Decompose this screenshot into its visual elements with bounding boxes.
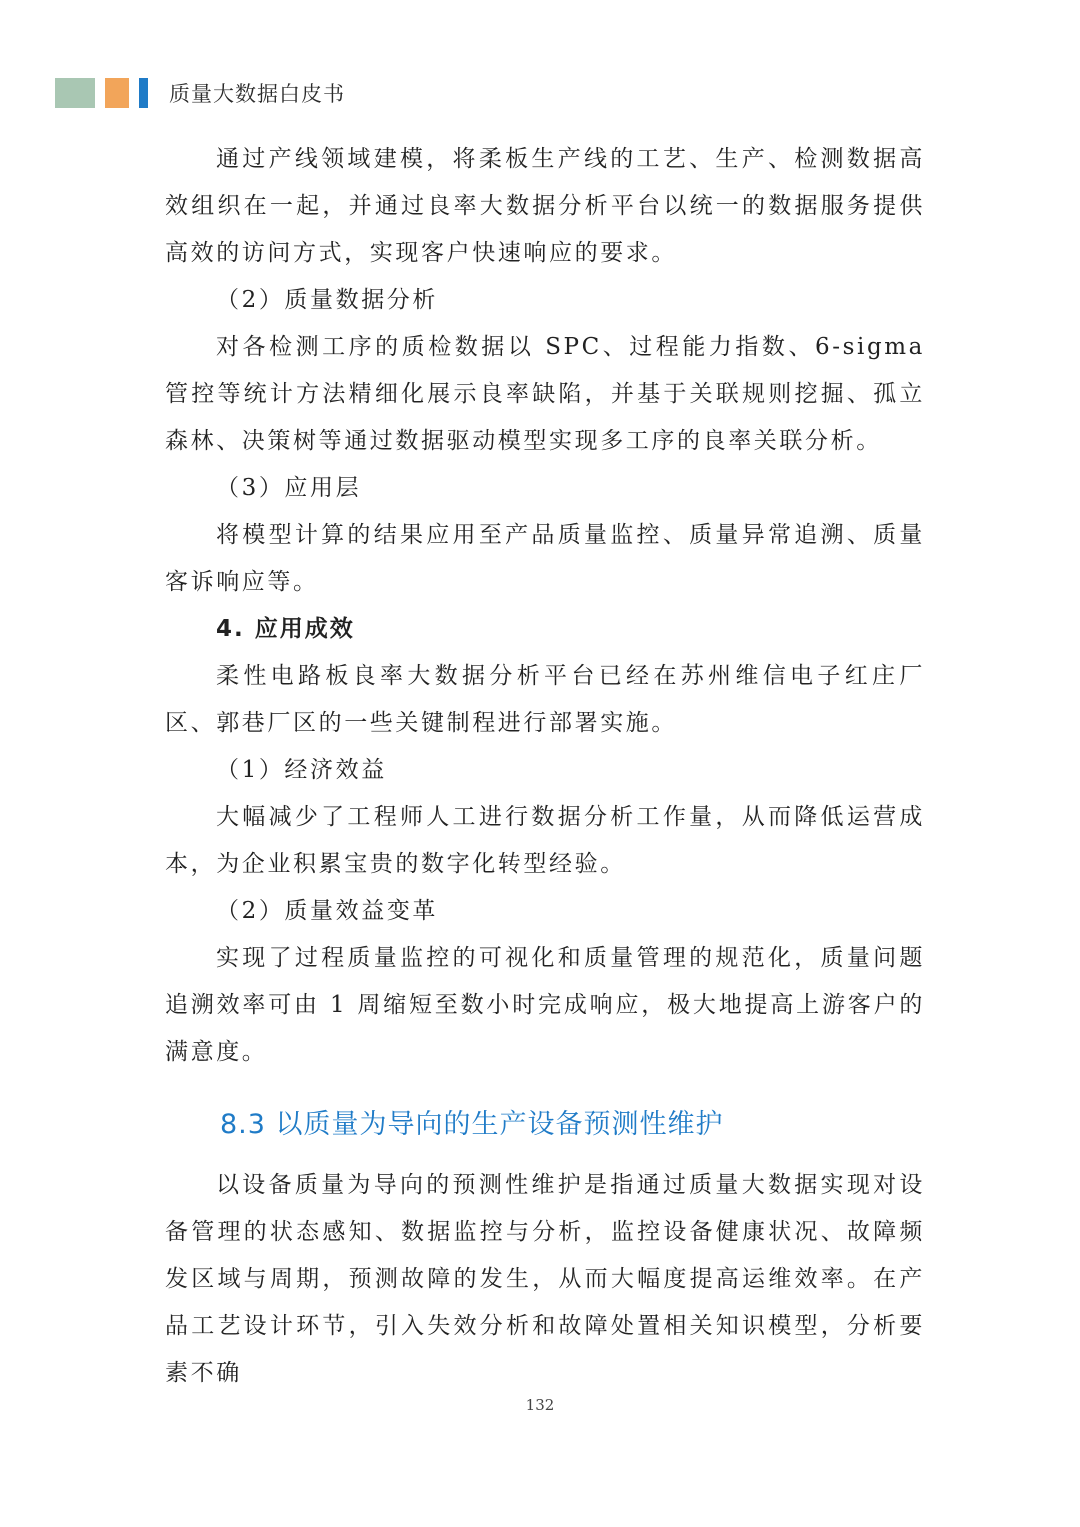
subheading-quality-benefit-change: （2）质量效益变革 xyxy=(216,898,439,924)
paragraph-predictive-maintenance: 以设备质量为导向的预测性维护是指通过质量大数据实现对设备管理的状态感知、数据监控与分析，监控设备健康状况、故障频发区域与周期，预测故障的发生，从而大幅度提高运维效率。在产品工艺设计环节，引入失效分析和故障处置相关知识模型，分析要素不确 xyxy=(165,1172,925,1386)
document-body xyxy=(165,136,925,1397)
page-header xyxy=(55,78,345,108)
paragraph-deployment: 柔性电路板良率大数据分析平台已经在苏州维信电子红庄厂区、郭巷厂区的一些关键制程进行部署实施。 xyxy=(165,663,925,736)
header-orange-block xyxy=(105,78,129,108)
paragraph-quality-benefit-change: 实现了过程质量监控的可视化和质量管理的规范化，质量问题追溯效率可由 1 周缩短至数小时完成响应，极大地提高上游客户的满意度。 xyxy=(165,945,925,1065)
paragraph-line-modeling: 通过产线领域建模，将柔板生产线的工艺、生产、检测数据高效组织在一起，并通过良率大数据分析平台以统一的数据服务提供高效的访问方式，实现客户快速响应的要求。 xyxy=(165,146,925,266)
page-number: 132 xyxy=(525,1396,555,1414)
subheading-economic-benefits: （1）经济效益 xyxy=(216,757,387,783)
paragraph-economic-benefits: 大幅减少了工程师人工进行数据分析工作量，从而降低运营成本，为企业积累宝贵的数字化转型经验。 xyxy=(165,804,925,877)
paragraph-quality-analysis: 对各检测工序的质检数据以 SPC、过程能力指数、6-sigma 管控等统计方法精细化展示良率缺陷，并基于关联规则挖掘、孤立森林、决策树等通过数据驱动模型实现多工序的良率关联分析。 xyxy=(165,334,925,454)
header-green-block xyxy=(55,78,95,108)
subheading-quality-data-analysis: （2）质量数据分析 xyxy=(216,287,439,313)
subheading-application-layer: （3）应用层 xyxy=(216,475,362,501)
paragraph-application-layer: 将模型计算的结果应用至产品质量监控、质量异常追溯、质量客诉响应等。 xyxy=(165,522,925,595)
section-heading-8-3: 8.3 以质量为导向的生产设备预测性维护 xyxy=(220,1109,724,1140)
header-blue-bar xyxy=(139,78,148,108)
heading-application-results: 4. 应用成效 xyxy=(216,616,355,642)
header-title: 质量大数据白皮书 xyxy=(169,82,345,106)
